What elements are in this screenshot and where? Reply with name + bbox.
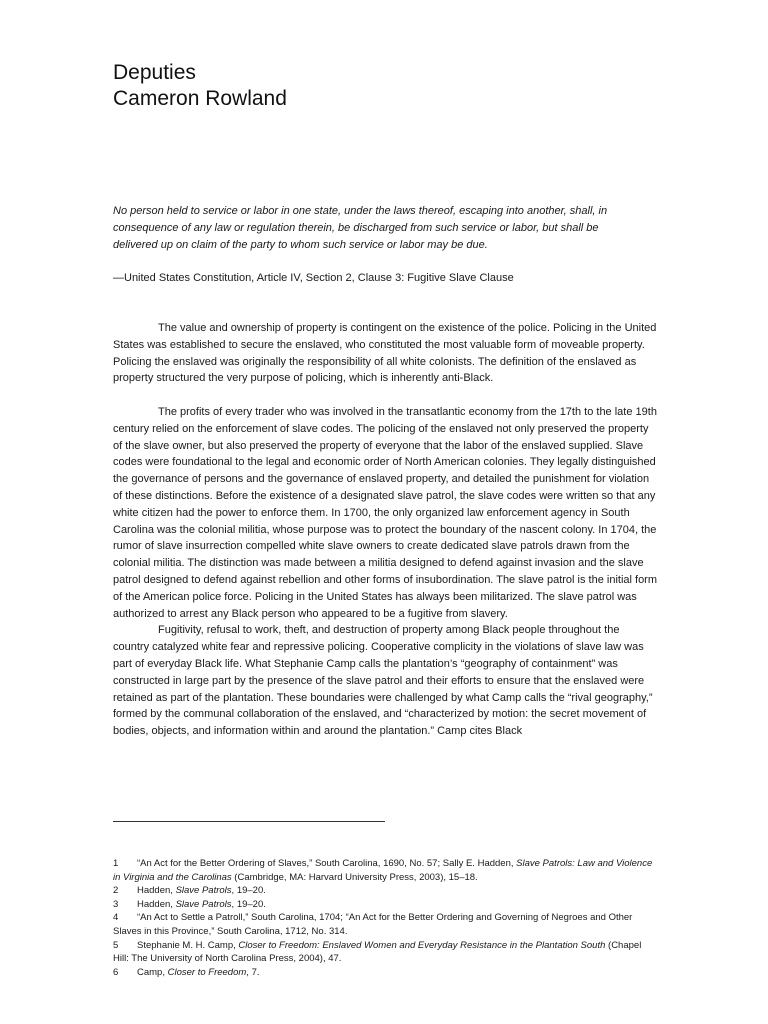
footnote [113, 898, 658, 912]
footnote-number: 3 [113, 898, 119, 910]
footnote-title: Slave Patrols [175, 898, 232, 910]
body-text [113, 320, 658, 740]
footnote-number: 4 [113, 912, 119, 924]
footnote-text: , 19–20. [231, 885, 266, 897]
epigraph-attribution: —United States Constitution, Article IV, Section 2, Clause 3: Fugitive Slave Clause [113, 272, 514, 284]
title-line-2: Cameron Rowland [113, 87, 287, 110]
footnote [113, 857, 658, 884]
footnote-text: Stephanie M. H. Camp, [137, 939, 239, 951]
footnote-number: 5 [113, 939, 119, 951]
footnote-text: Hadden, [137, 885, 176, 897]
footnote [113, 966, 658, 980]
footnote-text: “An Act for the Better Ordering of Slaves,” South Carolina, 1690, No. 57; Sally E. Hadden, [137, 858, 517, 869]
document-title [113, 60, 287, 112]
footnote-number: 1 [113, 858, 119, 869]
footnote-title: Slave Patrols: Law and Violence in Virginia and the Carolinas [113, 858, 653, 883]
title-line-1: Deputies [113, 61, 196, 84]
footnote-title: Closer to Freedom: Enslaved Women and Everyday Resistance in the Plantation South [238, 939, 606, 951]
epigraph-quote: No person held to service or labor in one state, under the laws thereof, escaping into another, shall, in consequence of any law or regulation therein, be discharged from such service or labor, but shall be delivered up on claim of the party to whom such service or labor may be due. [113, 205, 608, 251]
paragraph-2: The profits of every trader who was involved in the transatlantic economy from the 17th to the late 19th century relied on the enforcement of slave codes. The policing of the enslaved not only preserved the property of the slave owner, but also preserved the property of everyone that the labor of the enslaved supplied. Slave codes were foundational to the legal and economic order of North American colonies. They legally distinguished the governance of persons and the governance of enslaved property, and detailed the punishment for violation of these distinctions. Before the existence of a designated slave patrol, the slave codes were written so that any white citizen had the power to enforce them. In 1700, the only organized law enforcement agency in South Carolina was the colonial militia, whose purpose was to protect the boundary of the nascent colony. In 1704, the rumor of slave insurrection compelled white slave owners to create dedicated slave patrols drawn from the colonial militia. The distinction was made between a militia designed to defend against invasion and the slave patrol designed to defend against rebellion and other forms of insubordination. The slave patrol is the initial form of the American police force. Policing in the United States has always been militarized. The slave patrol was authorized to arrest any Black person who appeared to be a fugitive from slavery. [113, 405, 658, 620]
footnote [113, 939, 658, 966]
footnotes [113, 857, 658, 979]
footnote-text: , 19–20. [231, 898, 266, 910]
footnote-title: Closer to Freedom [167, 966, 247, 978]
footnote-text: “An Act to Settle a Patroll,” South Carolina, 1704; “An Act for the Better Ordering and Governing of Negroes and Other Slaves in this Province,” South Carolina, 1712, No. 314. [113, 912, 633, 937]
footnote-number: 2 [113, 885, 119, 897]
footnote-number: 6 [113, 966, 119, 978]
footnote-text: (Cambridge, MA: Harvard University Press, 2003), 15–18. [231, 871, 478, 883]
footnote-title: Slave Patrols [175, 885, 232, 897]
footnote-text: Camp, [137, 966, 168, 978]
footnote-text: (Chapel Hill: The University of North Carolina Press, 2004), 47. [113, 939, 642, 965]
footnote-text: Hadden, [137, 898, 176, 910]
paragraph-1: The value and ownership of property is contingent on the existence of the police. Policing in the United States was established to secure the enslaved, who constituted the most valuable form of moveable property. Policing the enslaved was originally the responsibility of all white colonists. The definition of the enslaved as property structured the very purpose of policing, which is inherently anti-Black. [113, 322, 657, 385]
paragraph-3: Fugitivity, refusal to work, theft, and destruction of property among Black people throughout the country catalyzed white fear and repressive policing. Cooperative complicity in the violations of slave law was part of everyday Black life. What Stephanie Camp calls the plantation’s “geography of containment” was constructed in large part by the presence of the slave patrol and their efforts to ensure that the enslaved were retained as part of the plantation. These boundaries were challenged by what Camp calls the “rival geography,” formed by the communal collaboration of the enslaved, and “characterized by motion: the secret movement of bodies, objects, and information within and around the plantation.” Camp cites Black [113, 624, 653, 738]
footnote [113, 884, 658, 898]
footnote-divider [113, 821, 385, 822]
footnote [113, 911, 658, 938]
footnote-text: , 7. [246, 966, 260, 978]
